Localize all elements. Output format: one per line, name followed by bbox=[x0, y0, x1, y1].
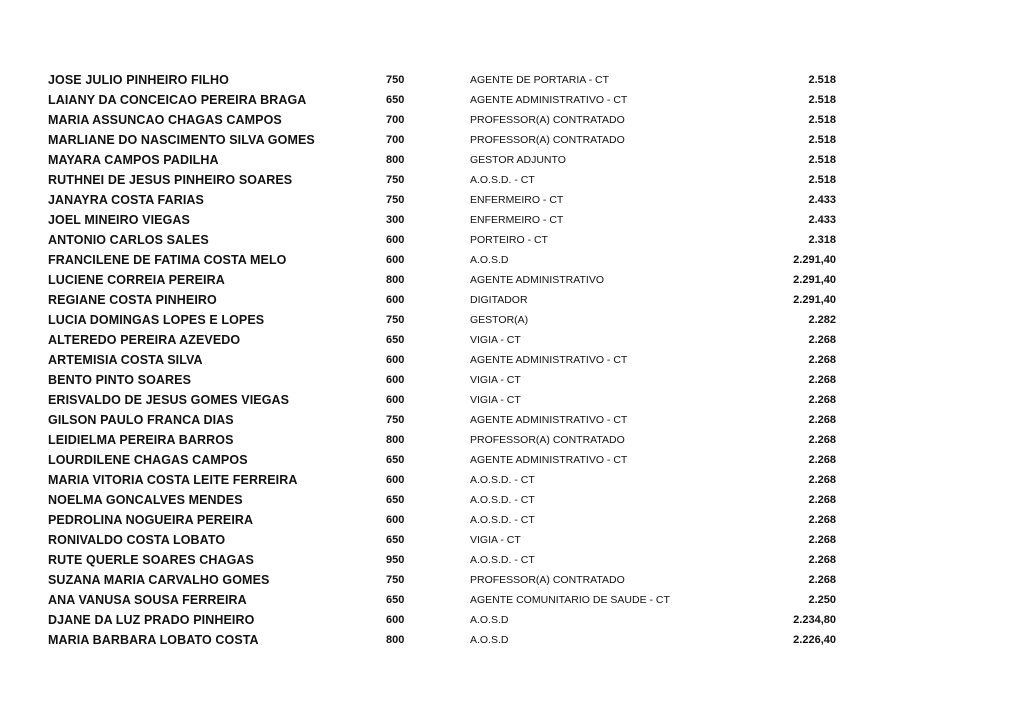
employee-role: AGENTE ADMINISTRATIVO - CT bbox=[470, 354, 628, 366]
employee-value: 2.518 bbox=[808, 134, 836, 146]
employee-role: AGENTE COMUNITARIO DE SAUDE - CT bbox=[470, 594, 670, 606]
employee-name: MARIA ASSUNCAO CHAGAS CAMPOS bbox=[48, 113, 282, 127]
employee-role: A.O.S.D bbox=[470, 634, 509, 646]
employee-value: 2.291,40 bbox=[793, 274, 836, 286]
employee-name: LOURDILENE CHAGAS CAMPOS bbox=[48, 453, 248, 467]
employee-value: 2.250 bbox=[808, 594, 836, 606]
table-row bbox=[0, 550, 1024, 570]
employee-code: 600 bbox=[386, 234, 405, 246]
employee-name: ANA VANUSA SOUSA FERREIRA bbox=[48, 593, 247, 607]
employee-name: SUZANA MARIA CARVALHO GOMES bbox=[48, 573, 270, 587]
employee-code: 600 bbox=[386, 374, 405, 386]
employee-value: 2.268 bbox=[808, 414, 836, 426]
employee-name: RONIVALDO COSTA LOBATO bbox=[48, 533, 226, 547]
employee-code: 600 bbox=[386, 294, 405, 306]
employee-name: BENTO PINTO SOARES bbox=[48, 373, 192, 387]
employee-value: 2.518 bbox=[808, 154, 836, 166]
employee-value: 2.291,40 bbox=[793, 254, 836, 266]
employee-role: ENFERMEIRO - CT bbox=[470, 194, 564, 206]
employee-name: MARIA BARBARA LOBATO COSTA bbox=[48, 633, 259, 647]
employee-name: MARLIANE DO NASCIMENTO SILVA GOMES bbox=[48, 133, 315, 147]
employee-value: 2.268 bbox=[808, 494, 836, 506]
employee-name: MAYARA CAMPOS PADILHA bbox=[48, 153, 219, 167]
employee-value: 2.433 bbox=[808, 194, 836, 206]
table-row bbox=[0, 610, 1024, 630]
employee-code: 300 bbox=[386, 214, 405, 226]
employee-name: NOELMA GONCALVES MENDES bbox=[48, 493, 243, 507]
employee-name: RUTE QUERLE SOARES CHAGAS bbox=[48, 553, 254, 567]
employee-code: 800 bbox=[386, 634, 405, 646]
employee-role: AGENTE ADMINISTRATIVO - CT bbox=[470, 454, 628, 466]
employee-code: 600 bbox=[386, 254, 405, 266]
employee-value: 2.318 bbox=[808, 234, 836, 246]
employee-name: ERISVALDO DE JESUS GOMES VIEGAS bbox=[48, 393, 290, 407]
employee-role: A.O.S.D. - CT bbox=[470, 494, 535, 506]
table-row bbox=[0, 310, 1024, 330]
table-row bbox=[0, 170, 1024, 190]
employee-role: VIGIA - CT bbox=[470, 334, 521, 346]
table-row bbox=[0, 390, 1024, 410]
table-row bbox=[0, 370, 1024, 390]
table-row bbox=[0, 70, 1024, 90]
employee-role: A.O.S.D. - CT bbox=[470, 514, 535, 526]
employee-code: 800 bbox=[386, 274, 405, 286]
table-row bbox=[0, 330, 1024, 350]
employee-role: A.O.S.D. - CT bbox=[470, 474, 535, 486]
employee-name: ARTEMISIA COSTA SILVA bbox=[48, 353, 203, 367]
employee-value: 2.291,40 bbox=[793, 294, 836, 306]
employee-code: 650 bbox=[386, 594, 405, 606]
employee-name: LUCIENE CORREIA PEREIRA bbox=[48, 273, 225, 287]
employee-code: 800 bbox=[386, 434, 405, 446]
employee-role: A.O.S.D bbox=[470, 254, 509, 266]
table-row bbox=[0, 590, 1024, 610]
table-row bbox=[0, 510, 1024, 530]
employee-value: 2.268 bbox=[808, 514, 836, 526]
employee-value: 2.268 bbox=[808, 574, 836, 586]
employee-role: GESTOR ADJUNTO bbox=[470, 154, 566, 166]
employee-code: 950 bbox=[386, 554, 405, 566]
employee-code: 600 bbox=[386, 354, 405, 366]
employee-role: AGENTE ADMINISTRATIVO - CT bbox=[470, 94, 628, 106]
employee-value: 2.268 bbox=[808, 474, 836, 486]
employee-value: 2.268 bbox=[808, 334, 836, 346]
employee-value: 2.268 bbox=[808, 554, 836, 566]
employee-code: 750 bbox=[386, 194, 405, 206]
employee-code: 650 bbox=[386, 454, 405, 466]
employee-code: 600 bbox=[386, 394, 405, 406]
table-row bbox=[0, 430, 1024, 450]
employee-value: 2.518 bbox=[808, 94, 836, 106]
employee-role: AGENTE ADMINISTRATIVO - CT bbox=[470, 414, 628, 426]
employee-role: AGENTE DE PORTARIA - CT bbox=[470, 74, 610, 86]
employee-code: 750 bbox=[386, 74, 405, 86]
employee-value: 2.518 bbox=[808, 74, 836, 86]
employee-value: 2.234,80 bbox=[793, 614, 836, 626]
table-row bbox=[0, 350, 1024, 370]
employee-role: PROFESSOR(A) CONTRATADO bbox=[470, 574, 625, 586]
employee-role: VIGIA - CT bbox=[470, 534, 521, 546]
employee-role: PROFESSOR(A) CONTRATADO bbox=[470, 434, 625, 446]
table-row bbox=[0, 290, 1024, 310]
employee-code: 750 bbox=[386, 314, 405, 326]
table-row bbox=[0, 150, 1024, 170]
employee-name: LAIANY DA CONCEICAO PEREIRA BRAGA bbox=[48, 93, 307, 107]
employee-name: MARIA VITORIA COSTA LEITE FERREIRA bbox=[48, 473, 298, 487]
employee-name: ANTONIO CARLOS SALES bbox=[48, 233, 209, 247]
employee-value: 2.268 bbox=[808, 534, 836, 546]
employee-role: PROFESSOR(A) CONTRATADO bbox=[470, 134, 625, 146]
employee-code: 600 bbox=[386, 474, 405, 486]
table-row bbox=[0, 570, 1024, 590]
table-row bbox=[0, 530, 1024, 550]
employee-value: 2.268 bbox=[808, 454, 836, 466]
employee-code: 650 bbox=[386, 94, 405, 106]
employee-role: VIGIA - CT bbox=[470, 394, 521, 406]
table-row bbox=[0, 250, 1024, 270]
employee-role: GESTOR(A) bbox=[470, 314, 529, 326]
employee-code: 700 bbox=[386, 114, 405, 126]
table-row bbox=[0, 630, 1024, 650]
employee-name: ALTEREDO PEREIRA AZEVEDO bbox=[48, 333, 241, 347]
employee-code: 600 bbox=[386, 514, 405, 526]
employee-value: 2.226,40 bbox=[793, 634, 836, 646]
table-row bbox=[0, 130, 1024, 150]
employee-code: 650 bbox=[386, 534, 405, 546]
employee-role: DIGITADOR bbox=[470, 294, 528, 306]
employee-name: REGIANE COSTA PINHEIRO bbox=[48, 293, 217, 307]
employee-role: PROFESSOR(A) CONTRATADO bbox=[470, 114, 625, 126]
table-row bbox=[0, 490, 1024, 510]
table-row bbox=[0, 270, 1024, 290]
table-row bbox=[0, 230, 1024, 250]
table-row bbox=[0, 210, 1024, 230]
employee-role: A.O.S.D. - CT bbox=[470, 174, 535, 186]
employee-role: A.O.S.D. - CT bbox=[470, 554, 535, 566]
employee-name: JOEL MINEIRO VIEGAS bbox=[48, 213, 190, 227]
employee-value: 2.433 bbox=[808, 214, 836, 226]
employee-value: 2.518 bbox=[808, 174, 836, 186]
employee-role: VIGIA - CT bbox=[470, 374, 521, 386]
employee-name: JANAYRA COSTA FARIAS bbox=[48, 193, 204, 207]
employee-name: FRANCILENE DE FATIMA COSTA MELO bbox=[48, 253, 287, 267]
employee-name: LEIDIELMA PEREIRA BARROS bbox=[48, 433, 234, 447]
employee-name: JOSE JULIO PINHEIRO FILHO bbox=[48, 73, 229, 87]
employee-name: DJANE DA LUZ PRADO PINHEIRO bbox=[48, 613, 255, 627]
table-row bbox=[0, 450, 1024, 470]
table-row bbox=[0, 90, 1024, 110]
employee-code: 650 bbox=[386, 494, 405, 506]
employee-code: 650 bbox=[386, 334, 405, 346]
employee-code: 750 bbox=[386, 174, 405, 186]
employee-role: ENFERMEIRO - CT bbox=[470, 214, 564, 226]
employee-role: PORTEIRO - CT bbox=[470, 234, 548, 246]
employee-value: 2.518 bbox=[808, 114, 836, 126]
staff-table bbox=[0, 70, 1024, 650]
employee-name: GILSON PAULO FRANCA DIAS bbox=[48, 413, 234, 427]
employee-name: PEDROLINA NOGUEIRA PEREIRA bbox=[48, 513, 254, 527]
employee-value: 2.268 bbox=[808, 394, 836, 406]
employee-name: RUTHNEI DE JESUS PINHEIRO SOARES bbox=[48, 173, 293, 187]
table-row bbox=[0, 110, 1024, 130]
table-row bbox=[0, 470, 1024, 490]
employee-role: AGENTE ADMINISTRATIVO bbox=[470, 274, 604, 286]
table-row bbox=[0, 410, 1024, 430]
employee-code: 750 bbox=[386, 414, 405, 426]
employee-code: 700 bbox=[386, 134, 405, 146]
employee-role: A.O.S.D bbox=[470, 614, 509, 626]
employee-value: 2.282 bbox=[808, 314, 836, 326]
employee-value: 2.268 bbox=[808, 354, 836, 366]
employee-name: LUCIA DOMINGAS LOPES E LOPES bbox=[48, 313, 265, 327]
employee-value: 2.268 bbox=[808, 434, 836, 446]
employee-code: 750 bbox=[386, 574, 405, 586]
employee-code: 600 bbox=[386, 614, 405, 626]
employee-value: 2.268 bbox=[808, 374, 836, 386]
table-row bbox=[0, 190, 1024, 210]
employee-code: 800 bbox=[386, 154, 405, 166]
